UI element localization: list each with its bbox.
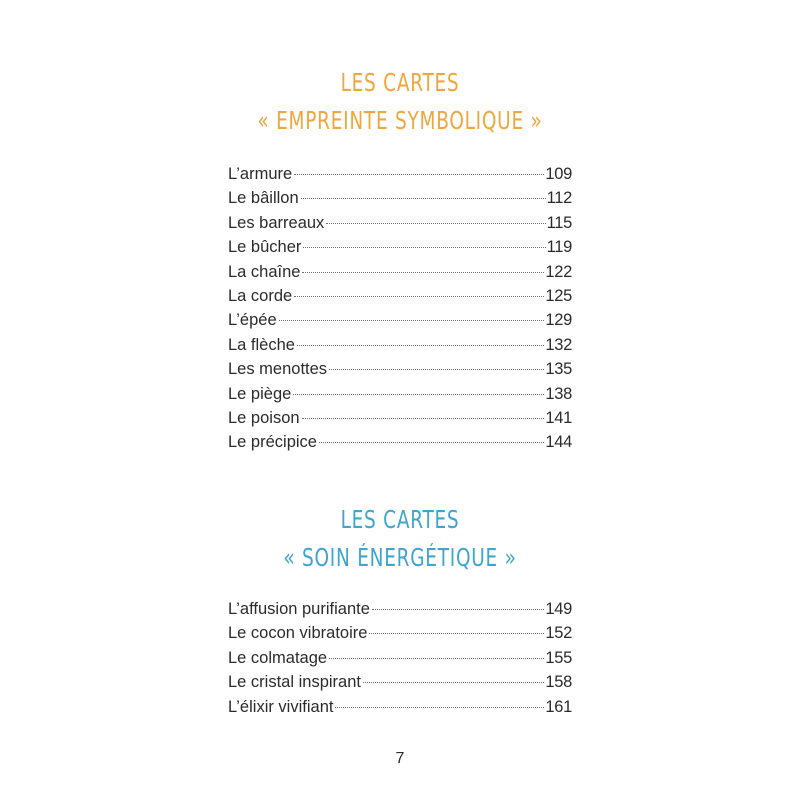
toc-entry[interactable] (228, 430, 572, 454)
toc-entry[interactable] (228, 621, 572, 645)
dot-leader (329, 369, 544, 370)
toc-entry-page: 155 (545, 648, 572, 667)
toc-entry-label: Le bûcher (228, 238, 302, 257)
toc-entry-page: 161 (545, 697, 572, 716)
toc-entry-label: Le poison (228, 408, 300, 427)
toc-entry-page: 132 (545, 335, 572, 354)
toc-entry[interactable] (228, 382, 572, 406)
toc-entry-page: 129 (545, 311, 572, 330)
toc-entry-label: L’affusion purifiante (228, 600, 370, 618)
dot-leader (301, 198, 546, 199)
dot-leader (363, 682, 544, 683)
dot-leader (294, 296, 544, 297)
toc-entry-label: L’épée (228, 311, 277, 330)
toc-entry-label: Le colmatage (228, 648, 328, 667)
toc-entry[interactable] (228, 333, 572, 357)
toc-entry-page: 152 (545, 624, 572, 643)
dot-leader (279, 320, 545, 321)
toc-entry[interactable] (228, 284, 572, 308)
toc-entry-page: 138 (545, 384, 572, 403)
toc-entry-page: 158 (545, 673, 572, 692)
toc-entry[interactable] (228, 406, 572, 430)
dot-leader (326, 223, 545, 224)
toc-entry-label: L’élixir vivifiant (228, 697, 334, 716)
dot-leader (297, 345, 544, 346)
section-title-line-2: « EMPREINTE SYMBOLIQUE » (257, 106, 543, 135)
toc-entry[interactable] (228, 186, 572, 210)
toc-entry-label: Le précipice (228, 433, 317, 452)
toc-entry-label: Le cocon vibratoire (228, 624, 368, 643)
dot-leader (294, 174, 544, 175)
toc-entry[interactable] (228, 211, 572, 235)
toc-entry-page: 115 (546, 213, 572, 232)
toc-entry[interactable] (228, 260, 572, 284)
toc-entry-label: La chaîne (228, 262, 301, 281)
dot-leader (335, 707, 544, 708)
toc-entry-label: Les menottes (228, 360, 328, 379)
toc-entry-page: 112 (546, 189, 572, 208)
dot-leader (329, 658, 544, 659)
section-title (0, 501, 800, 577)
section-title-line-2: « SOIN ÉNERGÉTIQUE » (283, 543, 517, 572)
toc-entry-page: 119 (546, 238, 572, 257)
toc-list (228, 162, 572, 455)
toc-entry-label: Les barreaux (228, 213, 325, 232)
section-title (0, 64, 800, 140)
dot-leader (369, 633, 544, 634)
toc-entry[interactable] (228, 357, 572, 381)
toc-entry-page: 135 (545, 360, 572, 379)
dot-leader (293, 394, 544, 395)
toc-entry[interactable] (228, 597, 572, 621)
toc-entry-label: Le piège (228, 384, 292, 403)
toc-entry-label: L’armure (228, 165, 293, 183)
section-title-line-1: LES CARTES (340, 505, 460, 534)
dot-leader (372, 609, 544, 610)
toc-entry-page: 141 (545, 408, 572, 427)
toc-entry[interactable] (228, 162, 572, 186)
section-title-line-1: LES CARTES (340, 68, 460, 97)
toc-entry-page: 144 (545, 433, 572, 452)
toc-entry[interactable] (228, 670, 572, 694)
dot-leader (303, 247, 545, 248)
toc-entry-label: La corde (228, 286, 293, 305)
toc-list (228, 597, 572, 719)
toc-entry-label: Le cristal inspirant (228, 673, 361, 692)
toc-entry-page: 125 (545, 286, 572, 305)
toc-entry-page: 109 (545, 165, 572, 183)
toc-entry[interactable] (228, 235, 572, 259)
dot-leader (302, 272, 544, 273)
toc-entry-page: 122 (545, 262, 572, 281)
toc-entry-label: La flèche (228, 335, 295, 354)
toc-entry[interactable] (228, 695, 572, 719)
toc-entry[interactable] (228, 308, 572, 332)
dot-leader (302, 418, 545, 419)
toc-entry[interactable] (228, 646, 572, 670)
page-number: 7 (395, 750, 405, 767)
dot-leader (319, 442, 544, 443)
toc-entry-page: 149 (545, 600, 572, 618)
toc-entry-label: Le bâillon (228, 189, 299, 208)
